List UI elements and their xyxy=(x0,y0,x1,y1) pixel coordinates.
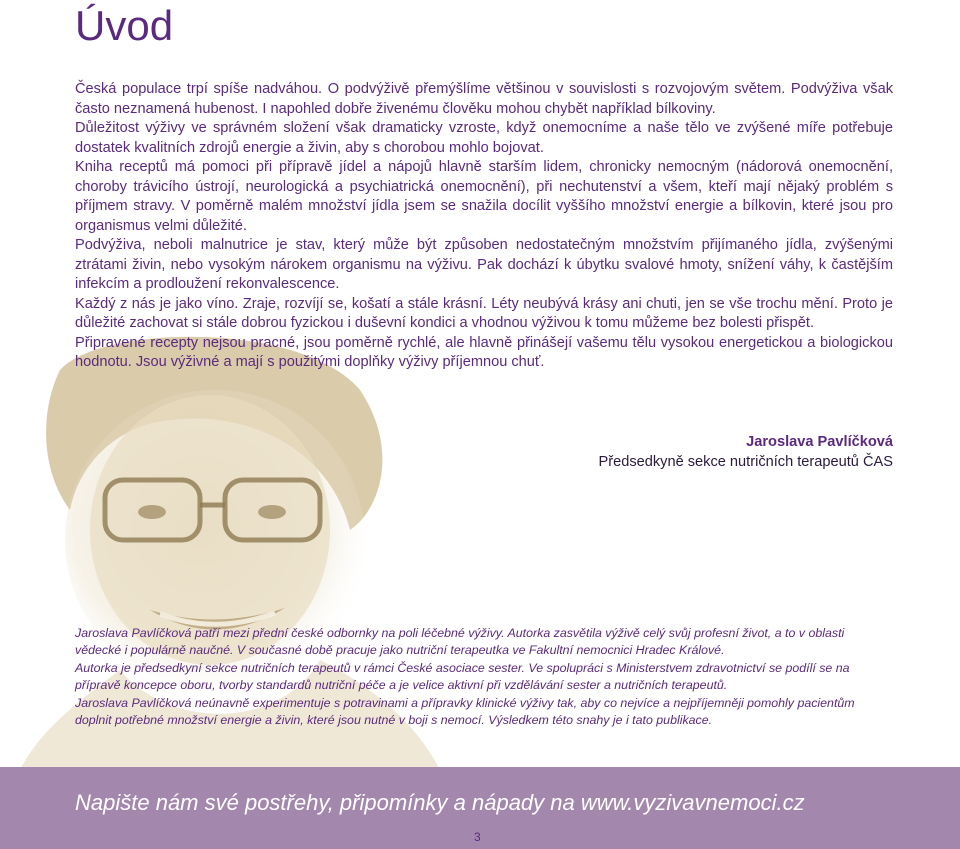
intro-paragraph: Každý z nás je jako víno. Zraje, rozvíjí se, košatí a stále krásní. Léty neubývá krásy ani chuti, jen se vše trochu mění. Proto je důležité zachovat si stále dobrou fyzickou i duševní kondici a vhodnou výživou k tomu můžeme bez bolesti přispět. xyxy=(75,295,893,331)
intro-paragraph: Připravené recepty nejsou pracné, jsou poměrně rychlé, ale hlavně přinášejí vašemu tělu vysokou energetickou a biologickou hodnotu. Jsou výživné a mají s použitými doplňky výživy příjemnou chuť. xyxy=(75,334,893,370)
bio-paragraph: Jaroslava Pavlíčková neúnavně experimentuje s potravinami a přípravky klinické výživy tak, aby co nejvíce a nejpříjemněji pomohly pacientům doplnit potřebné množství energie a živin, které jsou nutné v boji s nemocí. Výsledkem této snahy je i tato publikace. xyxy=(75,695,855,728)
bio-paragraph: Autorka je předsedkyní sekce nutričních terapeutů v rámci České asociace sester. Ve spolupráci s Ministerstvem zdravotnictví se podílí se na přípravě koncepce oboru, tvorby standardů nutriční péče a je velice aktivní při vzdělávání sester a nutričních terapeutů. xyxy=(75,660,850,693)
author-bio xyxy=(75,625,893,729)
signature-role: Předsedkyně sekce nutričních terapeutů ČAS xyxy=(598,454,893,470)
signature-name: Jaroslava Pavlíčková xyxy=(746,434,893,450)
intro-paragraph: Kniha receptů má pomoci při přípravě jídel a nápojů hlavně starším lidem, chronicky nemocným (nádorová onemocnění, choroby trávicího ústrojí, neurologická a psychiatrická onemocnění), při nechutenství a všem, kteří mají nějaký problém s příjmem stravy. V poměrně malém množství jídla jsem se snažila docílit vyššího množství energie a bílkovin, které jsou pro organismus velmi důležité. xyxy=(75,159,893,234)
signature xyxy=(599,432,893,472)
intro-text xyxy=(75,80,893,373)
intro-paragraph: Důležitost výživy ve správném složení však dramaticky vzroste, když onemocníme a naše tělo ve zvýšené míře potřebuje dostatek kvalitních zdrojů energie a živin, aby s chorobou mohlo bojovat. xyxy=(75,120,893,156)
footer-call-to-action: Napište nám své postřehy, připomínky a nápady na www.vyzivavnemoci.cz xyxy=(75,790,805,815)
intro-paragraph: Podvýživa, neboli malnutrice je stav, který může být způsoben nedostatečným množstvím přijímaného jídla, zvýšenými ztrátami živin, nebo vysokým nárokem organismu na výživu. Pak dochází k úbytku svalové hmoty, snížení váhy, k častějším infekcím a prodloužení rekonvalescence. xyxy=(75,237,893,292)
intro-paragraph: Česká populace trpí spíše nadváhou. O podvýživě přemýšlíme většinou v souvislosti s rozvojovým světem. Podvýživa však často neznamená hubenost. I napohled dobře živenému člověku mohou chybět například bílkoviny. xyxy=(75,81,893,117)
page-number: 3 xyxy=(474,830,481,844)
page-title: Úvod xyxy=(75,2,174,49)
bio-paragraph: Jaroslava Pavlíčková patří mezi přední české odbornky na poli léčebné výživy. Autorka zasvětila výživě celý svůj profesní život, a to v oblasti vědecké i populárně naučné. V současné době pracuje jako nutriční terapeutka ve Fakultní nemocnici Hradec Králové. xyxy=(75,626,845,658)
